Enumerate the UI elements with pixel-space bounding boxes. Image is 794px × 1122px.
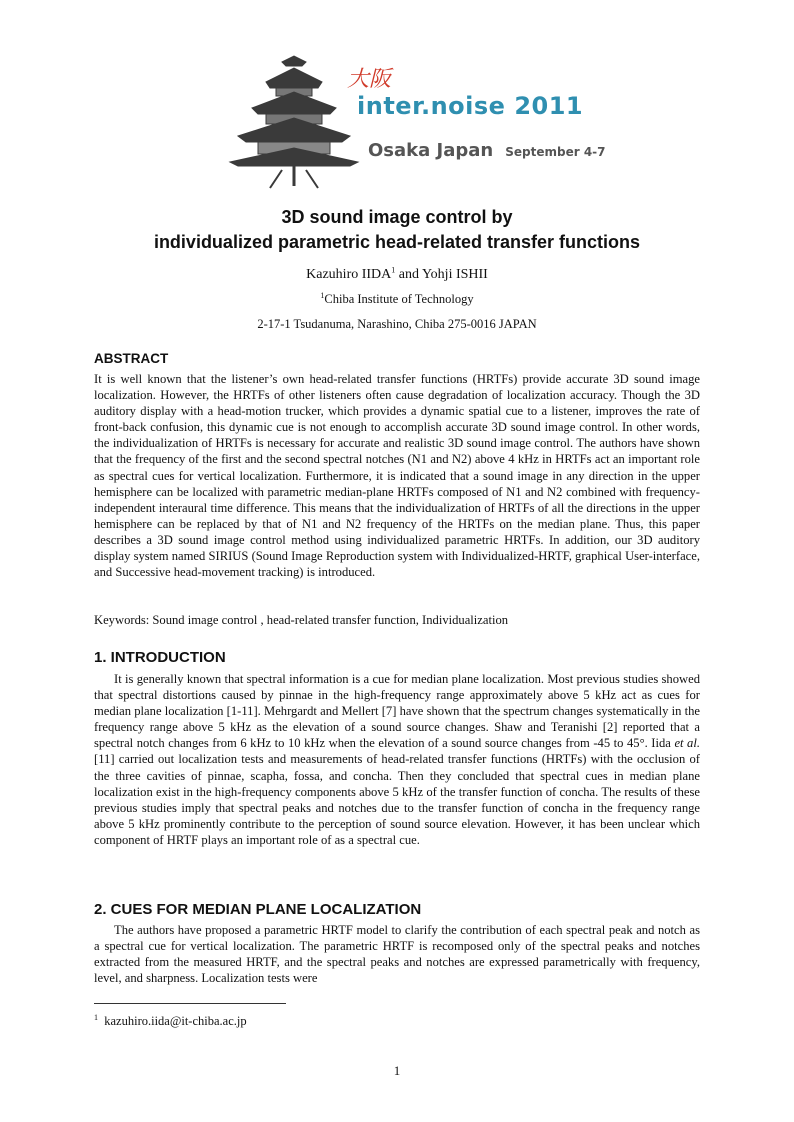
section-2-text: The authors have proposed a parametric HRTF model to clarify the contribution of each spectral peak and notch as a spectral cue for vertical localization. The parametric HRTF is recomposed only of the spectral peaks and notches extracted from the measured HRTF, and the spectral peaks and notches are expressed parametrically with frequency, level, and sharpness. Localization tests were [94, 923, 700, 986]
affiliation-mark: 1 [320, 290, 325, 300]
osaka-castle-logo [222, 52, 592, 192]
page-number: 1 [393, 1063, 401, 1078]
affiliation [0, 292, 794, 307]
logo-location-text: Osaka Japan [368, 140, 494, 161]
footnote-rule [94, 1003, 286, 1004]
logo-location [368, 140, 606, 161]
author-2: and Yohji ISHII [395, 267, 488, 282]
section-2-heading: 2. CUES FOR MEDIAN PLANE LOCALIZATION [94, 901, 422, 918]
paper-title [0, 205, 794, 255]
author-1-mark: 1 [391, 265, 396, 275]
abstract-heading: ABSTRACT [94, 351, 169, 366]
affiliation-address: 2-17-1 Tsudanuma, Narashino, Chiba 275-0016 JAPAN [257, 317, 537, 331]
footnote-email: kazuhiro.iida@it-chiba.ac.jp [104, 1014, 247, 1028]
paper-title-line2: individualized parametric head-related transfer functions [153, 232, 641, 252]
section-1-text [94, 671, 700, 848]
section-1-text-a: It is generally known that spectral information is a cue for median plane localization. Most previous studies showed that spectral distortions caused by pinnae in the high-frequency range approximately above 5 kHz act as cues for median plane localization [1-11]. Mehrgardt and Mellert [7] have shown that the spectrum changes systematically in the frequency range above 5 kHz as the elevation of a sound source changes. Shaw and Teranishi [2] reported that a spectral notch changes from 6 kHz to 10 kHz when the elevation of a sound source changes from -45 to 45°. Iida [94, 672, 700, 751]
logo-dates: September 4-7 [505, 145, 606, 159]
section-1-etal: et al. [674, 736, 701, 751]
footnote-mark: 1 [94, 1012, 98, 1022]
section-1-text-b: [11] carried out localization tests and measurements of head-related transfer functions (HRTFs) with the occlusion of the three cavities of pinnae, scapha, fossa, and concha. Then they concluded that spectral cues in median plane localization exist in the high-frequency components above 5 kHz of the transfer function of concha. The results of these previous studies imply that spectral peaks and notches due to the transfer function of concha in the frequency range above 5 kHz prominently contribute to the perception of sound source elevation. However, it has been unclear which component of HRTF plays an important role of as a spectral cue. [94, 752, 700, 847]
authors [0, 267, 794, 283]
keywords: Keywords: Sound image control , head-related transfer function, Individualization [94, 613, 509, 627]
affiliation-name: Chiba Institute of Technology [324, 292, 474, 306]
abstract-text: It is well known that the listener’s own head-related transfer functions (HRTFs) provide accurate 3D sound image localization. However, the HRTFs of other listeners often cause degradation of localization accuracy. Though the 3D auditory display with a head-motion trucker, which provides a dynamic spatial cue to a listener, improves the rate of front-back confusion, this dynamic cue is not enough to accomplish accurate 3D sound image control. In other words, the individualization of HRTFs is necessary for accurate and realistic 3D sound image control. The authors have shown that the frequency of the first and the second spectral notches (N1 and N2) above 4 kHz in HRTFs act an important role as spectral cues for vertical localization. Furthermore, it is indicated that a sound image in any direction in the upper hemisphere can be localized with parametric median-plane HRTFs composed of N1 and N2 combined with frequency-independent interaural time difference. This means that the individualization of HRTFs of all the directions in the upper hemisphere can be replaced by that of N1 and N2 frequency of the HRTFs on the median plane. Thus, this paper describes a 3D sound image control method using individualized parametric HRTFs. In addition, our 3D auditory display system named SIRIUS (Sound Image Reproduction system with Individualized-HRTF, graphical User-interface, and Successive head-movement tracking) is introduced. [94, 372, 700, 580]
section-1-heading: 1. INTRODUCTION [94, 649, 226, 666]
logo-kanji: 大阪 [347, 67, 392, 92]
paper-title-line1: 3D sound image control by [281, 207, 513, 227]
logo-conference-name: inter.noise 2011 [357, 92, 584, 120]
footnote [94, 1014, 247, 1029]
author-1: Kazuhiro IIDA [306, 267, 392, 282]
